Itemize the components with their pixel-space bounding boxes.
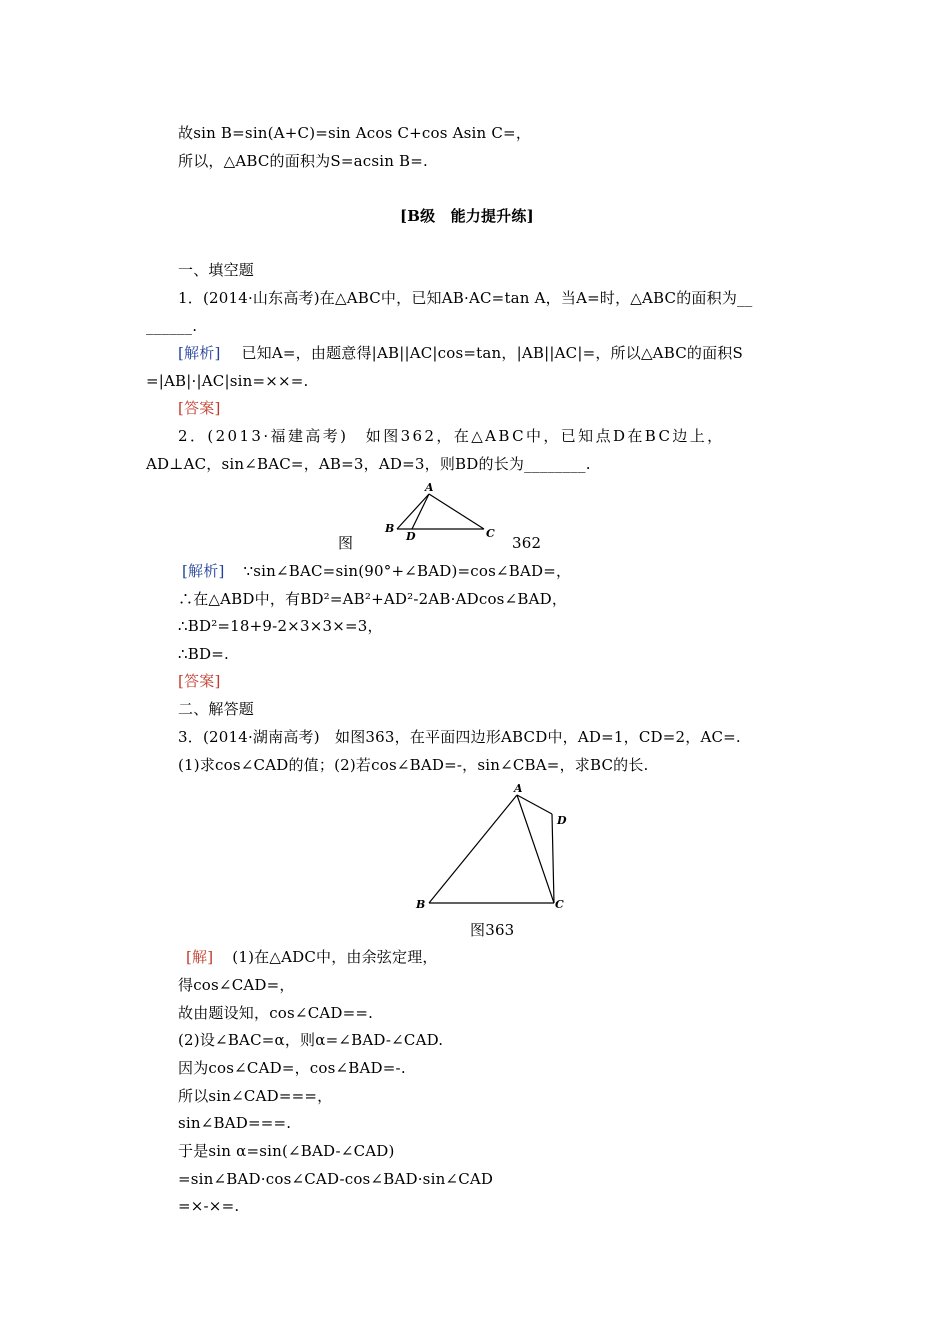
question-1: 1．(2014·山东高考)在△ABC中，已知AB·AC=tan A，当A=时，△ABC的面积为__ <box>178 289 753 307</box>
point-label-a: A <box>425 481 434 494</box>
point-label-a: A <box>514 782 523 795</box>
point-label-b: B <box>416 898 426 911</box>
solution-step: 于是sin α=sin(∠BAD-∠CAD) <box>178 1142 395 1160</box>
analysis-2-step: ∴BD=. <box>178 645 229 663</box>
text-line: 所以，△ABC的面积为S=acsin B=. <box>178 152 429 170</box>
analysis-2 <box>182 561 571 581</box>
analysis-tag: [解析] <box>182 562 225 580</box>
figure-362-caption-right: 362 <box>512 534 542 552</box>
question-1-cont: ______. <box>146 317 198 335</box>
figure-362-caption-left: 图 <box>338 534 354 552</box>
question-2: 2．(2013·福建高考) 如图362，在△ABC中，已知点D在BC边上， <box>178 427 725 445</box>
solution-step: =×-×=. <box>178 1197 240 1215</box>
solution-step: 因为cos∠CAD=，cos∠BAD=-. <box>178 1059 406 1077</box>
solution-step: 所以sin∠CAD===， <box>178 1087 333 1105</box>
point-label-d: D <box>557 814 567 827</box>
analysis-tag: [解析] <box>178 344 221 362</box>
analysis-2-step: ∴BD²=18+9-2×3×3×=3， <box>178 617 383 635</box>
question-2-cont: AD⊥AC，sin∠BAC=，AB=3，AD=3，则BD的长为________. <box>146 455 591 473</box>
solution-step: =sin∠BAD·cos∠CAD-cos∠BAD·sin∠CAD <box>178 1170 494 1188</box>
figure-363-caption: 图363 <box>470 921 515 939</box>
analysis-1-cont: =|AB|·|AC|sin=××=. <box>146 372 309 390</box>
answer-tag: [答案] <box>178 672 221 690</box>
solution-3 <box>186 947 438 967</box>
figure-362 <box>380 480 500 540</box>
answer-tag: [答案] <box>178 399 221 417</box>
solution-step: (2)设∠BAC=α，则α=∠BAD-∠CAD. <box>178 1031 444 1049</box>
figure-363 <box>410 780 580 912</box>
question-3: 3．(2014·湖南高考) 如图363，在平面四边形ABCD中，AD=1，CD=2，AC=. <box>178 728 741 746</box>
text-line: 故sin B=sin(A+C)=sin Acos C+cos Asin C=， <box>178 124 532 142</box>
point-label-b: B <box>385 522 395 535</box>
solution-step: 得cos∠CAD=， <box>178 976 295 994</box>
analysis-text: ∵sin∠BAC=sin(90°+∠BAD)=cos∠BAD=， <box>243 562 572 580</box>
point-label-c: C <box>486 527 495 540</box>
analysis-1 <box>178 343 743 363</box>
point-label-c: C <box>555 898 564 911</box>
heading-solve: 二、解答题 <box>178 700 255 718</box>
point-label-d: D <box>406 530 416 540</box>
heading-fill-blank: 一、填空题 <box>178 261 255 279</box>
solution-text: (1)在△ADC中，由余弦定理， <box>232 948 438 966</box>
solution-step: 故由题设知，cos∠CAD==. <box>178 1004 374 1022</box>
question-3-cont: (1)求cos∠CAD的值；(2)若cos∠BAD=-，sin∠CBA=，求BC的长. <box>178 756 649 774</box>
analysis-text: 已知A=，由题意得|AB||AC|cos=tan，|AB||AC|=，所以△ABC的面积S <box>241 344 743 362</box>
solution-step: sin∠BAD===. <box>178 1114 292 1132</box>
solution-tag: [解] <box>186 948 214 966</box>
section-heading: [B级 能力提升练] <box>400 207 534 225</box>
analysis-2-step: ∴在△ABD中，有BD²=AB²+AD²-2AB·ADcos∠BAD， <box>178 590 568 608</box>
